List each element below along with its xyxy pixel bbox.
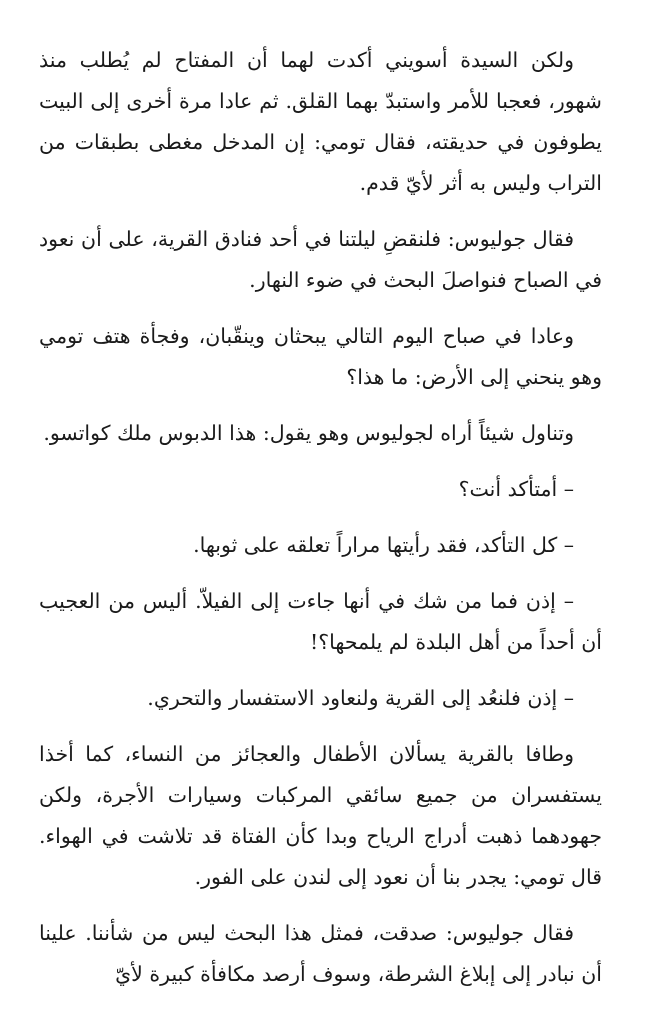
dialog-line-certain: – كل التأكد، فقد رأيتها مراراً تعلقه على ثوبها. bbox=[193, 533, 574, 557]
paragraph-brooch-found: وتناول شيئاً أراه لجوليوس وهو يقول: هذا الدبوس ملك كواتسو. bbox=[43, 421, 574, 445]
paragraph-village-inquiries: وطافا بالقرية يسألان الأطفال والعجائز من النساء، كما أخذا يستفسران من جميع سائقي المركبات وسيارات الأجرة، ولكن جهودهما ذهبت أدراج الرياح وبدا كأن الفتاة قد تلاشت في الهواء. قال تومي: يجدر بنا أن نعود إلى لندن على الفور. bbox=[39, 742, 602, 889]
paragraph-julius-stay-night: فقال جوليوس: فلنقضِ ليلتنا في أحد فنادق القرية، على أن نعود في الصباح فنواصلَ البحث في ضوء النهار. bbox=[39, 227, 602, 292]
dialog-line-return-to-village: – إذن فلنعُد إلى القرية ولنعاود الاستفسار والتحري. bbox=[147, 686, 574, 710]
paragraph-next-morning-search: وعادا في صباح اليوم التالي يبحثان وينقّبان، وفجأة هتف تومي وهو ينحني إلى الأرض: ما هذا؟ bbox=[39, 324, 602, 389]
dialog-line-she-came-to-villa: – إذن فما من شك في أنها جاءت إلى الفيلاّ. أليس من العجيب أن أحداً من أهل البلدة لم يلمحها؟! bbox=[39, 589, 602, 654]
paragraph-julius-police: فقال جوليوس: صدقت، فمثل هذا البحث ليس من شأننا. علينا أن نبادر إلى إبلاغ الشرطة، وسوف أرصد مكافأة كبيرة لأيّ bbox=[39, 921, 602, 986]
book-page bbox=[39, 40, 602, 1010]
dialog-line-are-you-sure: – أمتأكد أنت؟ bbox=[458, 477, 574, 501]
paragraph-key-not-requested: ولكن السيدة أسويني أكدت لهما أن المفتاح لم يُطلب منذ شهور، فعجبا للأمر واستبدّ بهما القلق. ثم عادا مرة أخرى إلى البيت يطوفون في حديقته، فقال تومي: إن المدخل مغطى بطبقات من التراب وليس به أثر لأيّ قدم. bbox=[39, 48, 602, 195]
